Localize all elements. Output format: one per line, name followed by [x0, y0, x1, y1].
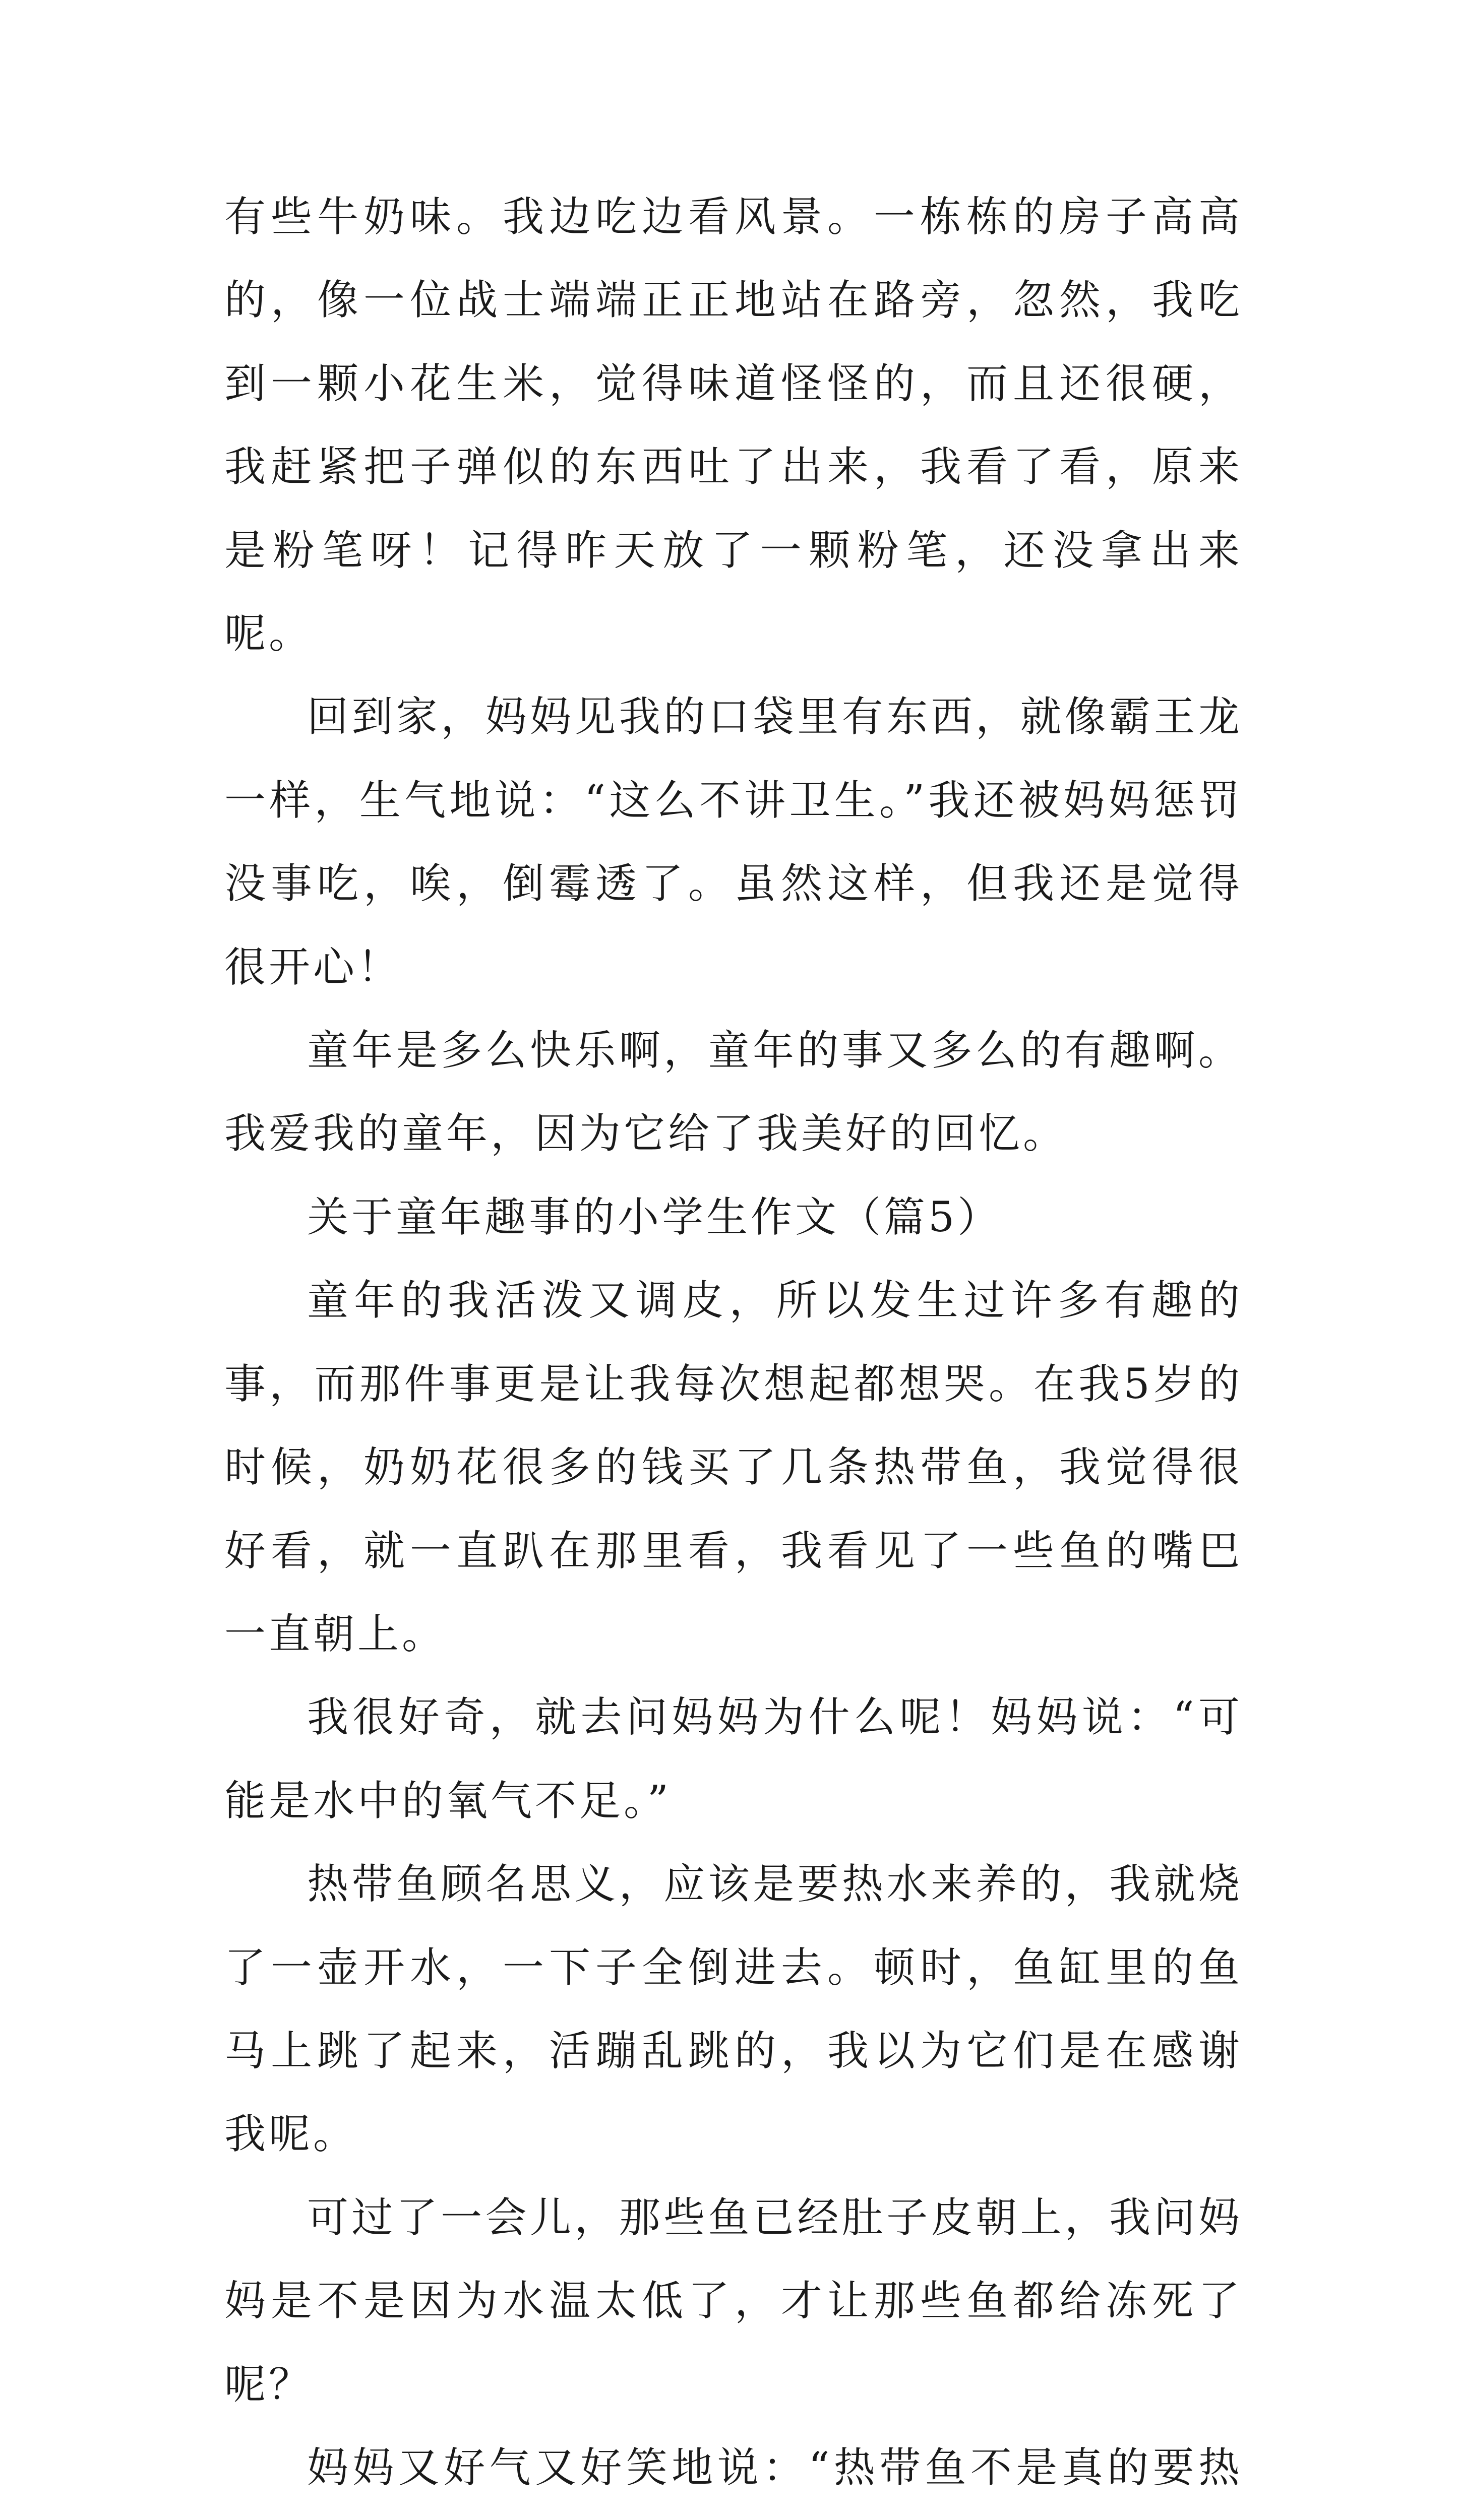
paragraph: 可过了一会儿，那些鱼已经肚子皮朝上，我问妈妈是不是因为水温太低了，才让那些鱼都给冻死了呢？	[224, 2193, 1243, 2409]
body-text	[224, 175, 1243, 2520]
paragraph-truncated: 妈妈又好气又好笑地说：“热带鱼不是真的要热	[307, 2443, 1243, 2492]
paragraph: 回到家，妈妈见我的口袋里有东西，就像霸王龙一样，生气地说：“这么不讲卫生。”我还被妈妈惩罚没事吃，唉，倒霉透了。虽然这样，但我还是觉得很开心！	[224, 693, 1243, 991]
section-heading: 关于童年趣事的小学生作文（篇5）	[307, 1193, 1002, 1241]
paragraph: 我很好奇，就去问妈妈为什么呢！妈妈说：“可能是水中的氧气不足。”	[224, 1693, 1243, 1825]
paragraph: 热带鱼顾名思义，应该是要热水来养的，我就烧了一壶开水，一下子全倒进去。顿时，鱼缸里的鱼马上跳了起来，活蹦乱跳的，我以为它们是在感谢我呢。	[224, 1860, 1243, 2159]
paragraph-continuation: 有些牛奶味。我边吃边看风景。一栋栋的房子高高的，像一位战士端端正正地站在路旁，忽然，我吃到一颗小花生米，觉得味道怪怪的，而且还很硬，我赶紧把子弹似的东西吐了出来，我看了看，原来是粉笔呀！记得昨天放了一颗粉笔，还没拿出来呢。	[224, 193, 1243, 658]
paragraph: 童年是多么快乐啊，童年的事又多么的有趣啊。我爱我的童年，因为它给了我美好的回忆。	[224, 1027, 1243, 1158]
paragraph: 童年的我活泼又调皮，所以发生过许多有趣的事，而那件事更是让我每次想起都想哭。在我5岁的时候，奶奶花很多的钱买了几条热带鱼，我觉得很好看，就一直趴在那里看，我看见了一些鱼的嘴巴一直朝上。	[224, 1277, 1243, 1658]
